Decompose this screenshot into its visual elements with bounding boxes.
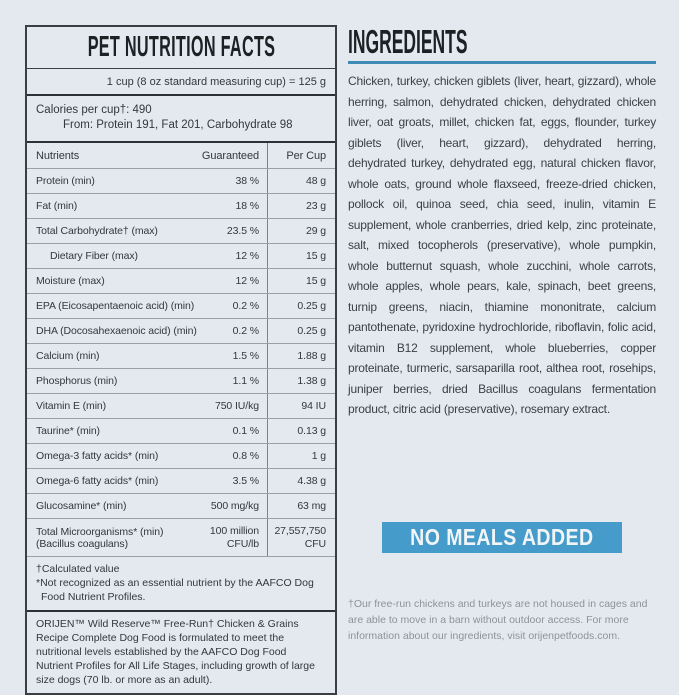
nutrient-name: EPA (Eicosapentaenoic acid) (min) [36,300,195,312]
nutrient-guaranteed: 1.5 % [232,350,259,362]
table-row [27,518,335,556]
table-row [27,168,335,193]
nutrient-per-cup: 0.25 g [267,319,335,343]
nutrient-name: Moisture (max) [36,275,105,287]
nutrient-guaranteed: 0.8 % [232,450,259,462]
aafco-statement: ORIJEN™ Wild Reserve™ Free-Run† Chicken & Grains Recipe Complete Dog Food is formulated to meet the nutritional levels established by the AAFCO Dog Food Nutrient Profiles for All Life Stages, including growth of large size dogs (70 lb. or more as an adult). [27,610,335,693]
nutrient-name: Taurine* (min) [36,425,100,437]
table-row [27,293,335,318]
col-header-guaranteed: Guaranteed [201,149,259,162]
nutrient-per-cup: 94 IU [267,394,335,418]
nutrient-guaranteed: 1.1 % [232,375,259,387]
nutrient-name: Total Microorganisms* (min) (Bacillus coagulans) [36,525,164,550]
nutrient-guaranteed: 0.1 % [232,425,259,437]
nutrient-per-cup: 1.88 g [267,344,335,368]
nutrient-name: Vitamin E (min) [36,400,107,412]
nutrient-per-cup: 15 g [267,269,335,293]
nutrient-per-cup: 29 g [267,219,335,243]
nutrient-per-cup: 0.25 g [267,294,335,318]
table-row [27,243,335,268]
nutrient-per-cup: 4.38 g [267,469,335,493]
table-row [27,218,335,243]
nutrient-name: Glucosamine* (min) [36,500,127,512]
no-meals-added-text: NO MEALS ADDED [410,524,594,550]
nutrient-name: DHA (Docosahexaenoic acid) (min) [36,325,197,337]
calories-block [27,96,335,143]
table-row [27,193,335,218]
serving-size-line: 1 cup (8 oz standard measuring cup) = 125 g [27,69,335,96]
table-row [27,268,335,293]
nutrient-name: Protein (min) [36,175,95,187]
table-row [27,418,335,443]
footnote-calculated: †Calculated value [36,563,120,575]
nutrient-per-cup: 48 g [267,169,335,193]
nutrient-guaranteed: 750 IU/kg [214,400,259,412]
nutrient-per-cup: 27,557,750 CFU [267,519,335,556]
table-row [27,343,335,368]
nutrient-guaranteed: 38 % [235,175,259,187]
col-header-per-cup: Per Cup [267,143,335,168]
nutrient-name: Omega-3 fatty acids* (min) [36,450,159,462]
no-meals-added-banner [382,522,622,553]
table-row [27,368,335,393]
nutrient-guaranteed: 18 % [235,200,259,212]
ingredients-title-bar [348,25,656,64]
nutrition-facts-title-bar [27,27,335,69]
free-run-footnote: †Our free-run chickens and turkeys are not housed in cages and are able to move in a barn without outdoor access. For more information about our ingredients, visit orijenpetfoods.com. [348,598,648,642]
ingredients-panel [348,25,656,665]
nutrient-guaranteed: 0.2 % [232,300,259,312]
nutrient-per-cup: 23 g [267,194,335,218]
nutrient-guaranteed: 23.5 % [226,225,259,237]
nutrient-name: Calcium (min) [36,350,100,362]
table-footnotes [27,556,335,610]
nutrient-name: Dietary Fiber (max) [50,250,138,262]
nutrient-per-cup: 1 g [267,444,335,468]
col-header-nutrients: Nutrients [36,149,80,162]
nutrition-facts-title: PET NUTRITION FACTS [87,31,275,63]
table-row [27,468,335,493]
table-header-row [27,143,335,168]
nutrition-facts-panel [25,25,337,695]
nutrient-name: Omega-6 fatty acids* (min) [36,475,159,487]
calories-breakdown-line: From: Protein 191, Fat 201, Carbohydrate 98 [63,119,293,131]
calories-line: Calories per cup†: 490 [36,104,152,116]
nutrient-name: Total Carbohydrate† (max) [36,225,158,237]
footnote-aafco: *Not recognized as an essential nutrient by the AAFCO Dog Food Nutrient Profiles. [36,577,314,603]
nutrient-name: Phosphorus (min) [36,375,118,387]
table-row [27,493,335,518]
nutrient-per-cup: 63 mg [267,494,335,518]
nutrient-guaranteed: 500 mg/kg [210,500,259,512]
table-row [27,318,335,343]
nutrient-guaranteed: 12 % [235,250,259,262]
nutrient-per-cup: 0.13 g [267,419,335,443]
ingredients-title: INGREDIENTS [348,23,468,60]
table-row [27,443,335,468]
nutrient-name: Fat (min) [36,200,78,212]
ingredients-list: Chicken, turkey, chicken giblets (liver, heart, gizzard), whole herring, salmon, dehydrated chicken, dehydrated chicken liver, oat groats, millet, chicken fat, eggs, flounder, turkey giblets (liver, heart, gizzard), dehydrated herring, dehydrated turkey, dehydrated egg, natural chicken flavor, whole oats, ground whole flaxseed, freeze-dried chicken, pollock oil, quinoa seed, chia seed, inulin, vitamin E supplement, whole cranberries, dried kelp, zinc proteinate, salt, mixed tocopherols (preservative), whole pumpkin, whole butternut squash, whole zucchini, whole carrots, whole apples, whole pears, kale, spinach, beet greens, turnip greens, niacin, thiamine mononitrate, calcium pantothenate, pyridoxine hydrochloride, riboflavin, folic acid, vitamin B12 supplement, whole blueberries, copper proteinate, turmeric, sarsaparilla root, althea root, rosehips, juniper berries, dried Bacillus coagulans fermentation product, citric acid (preservative), rosemary extract. [348,74,656,416]
table-row [27,393,335,418]
nutrient-per-cup: 15 g [267,244,335,268]
nutrient-guaranteed: 3.5 % [232,475,259,487]
nutrient-per-cup: 1.38 g [267,369,335,393]
nutrient-guaranteed: 100 million CFU/lb [209,524,259,550]
nutrient-guaranteed: 0.2 % [232,325,259,337]
nutrient-guaranteed: 12 % [235,275,259,287]
